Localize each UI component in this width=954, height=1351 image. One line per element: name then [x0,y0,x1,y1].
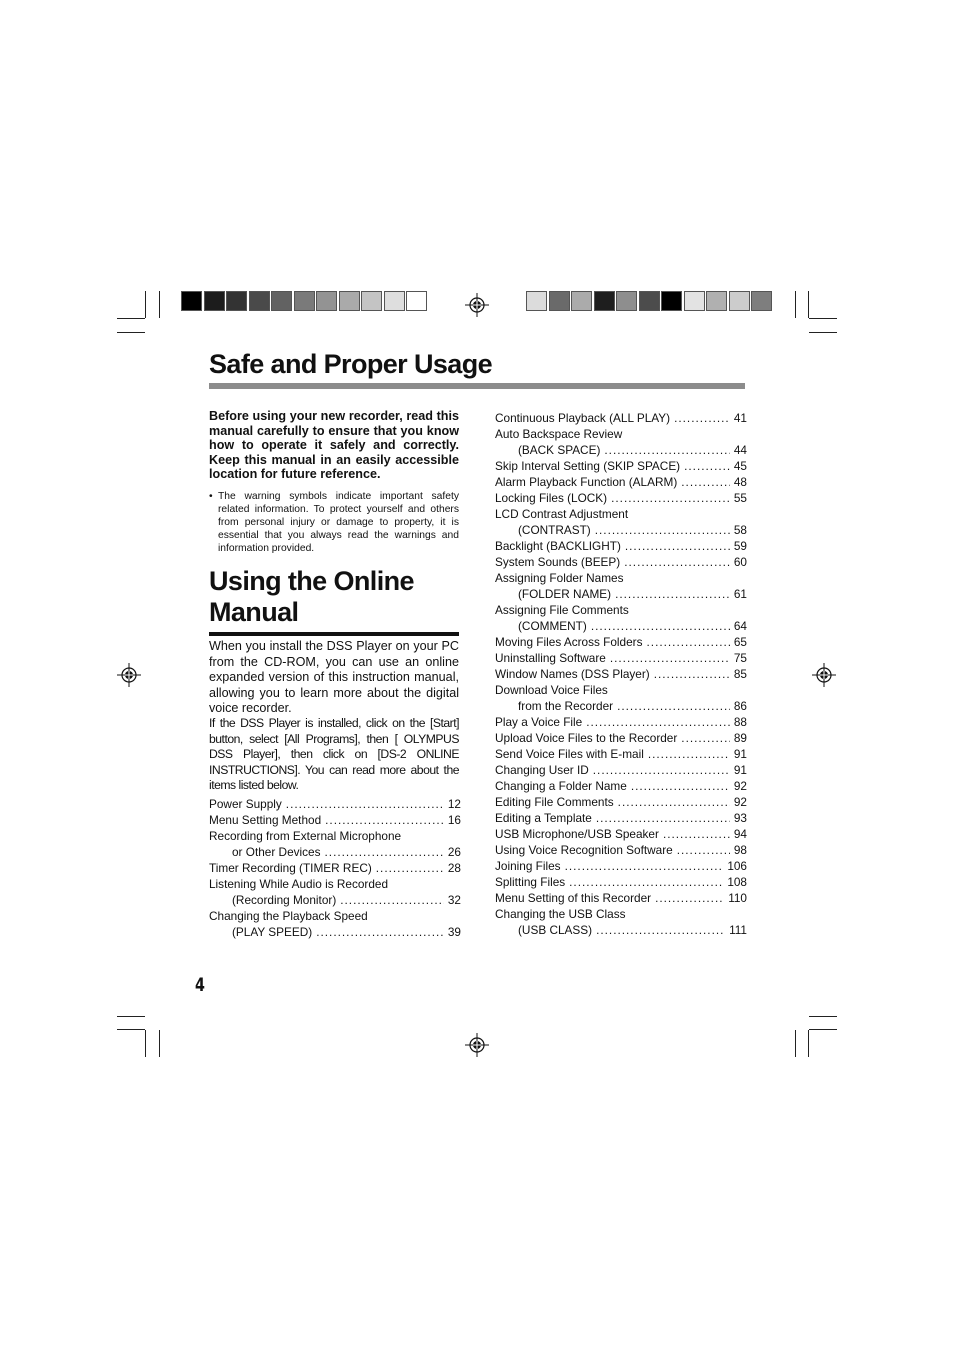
color-swatch [361,291,382,311]
toc-leader-dots [565,858,724,874]
toc-entry [495,554,747,570]
toc-entry-title: Timer Recording (TIMER REC) [209,861,372,875]
color-swatch [226,291,247,311]
toc-page-number: 93 [733,811,747,825]
toc-page-number: 85 [733,667,747,681]
toc-entry [495,458,747,474]
color-swatch [339,291,360,311]
color-swatch [384,291,405,311]
toc-entry [495,874,747,890]
toc-entry [495,474,747,490]
color-swatch [406,291,427,311]
toc-entry [495,634,747,650]
toc-leader-dots [316,924,444,940]
toc-page-number: 75 [733,651,747,665]
toc-page-number: 58 [733,523,747,537]
toc-entry-title: Editing a Template [495,811,592,825]
toc-entry [209,860,461,876]
toc-leader-dots [631,778,730,794]
color-swatch [249,291,270,311]
color-swatch [181,291,202,311]
registration-mark-icon [117,663,141,687]
toc-leader-dots [615,586,730,602]
toc-entry [495,794,747,810]
toc-entry-title: Send Voice Files with E-mail [495,747,644,761]
toc-entry-title: Skip Interval Setting (SKIP SPACE) [495,459,681,473]
toc-entry [495,586,747,602]
toc-leader-dots [596,922,725,938]
toc-entry-title: Play a Voice File [495,715,583,729]
registration-mark-icon [465,293,489,317]
color-swatch [706,291,727,311]
toc-leader-dots [325,812,444,828]
toc-entry-title: Moving Files Across Folders [495,635,643,649]
bullet-text: The warning symbols indicate important safety related information. To protect yourself and others from personal injury or damage to property, it is essential that you always read the warnings and information provided. [218,491,459,554]
toc-leader-dots [586,714,730,730]
page-title: Safe and Proper Usage [209,349,493,379]
toc-entry-title: LCD Contrast Adjustment [495,507,629,521]
toc-page-number: 44 [733,443,747,457]
toc-leader-dots [610,650,730,666]
toc-page-number: 106 [727,859,747,873]
toc-entry-title: Changing a Folder Name [495,779,627,793]
toc-leader-dots [596,810,730,826]
toc-leader-dots [325,844,444,860]
color-swatch [594,291,615,311]
toc-page-number: 16 [447,813,461,827]
toc-entry-title: Download Voice Files [495,683,608,697]
toc-entry-title: Assigning File Comments [495,603,629,617]
registration-mark-icon [812,663,836,687]
toc-leader-dots [647,634,730,650]
toc-page-number: 39 [447,925,461,939]
toc-entry [495,410,747,426]
toc-entry [495,906,747,922]
color-swatch [751,291,772,311]
color-swatch [316,291,337,311]
color-swatch [616,291,637,311]
toc-entry [495,442,747,458]
toc-page-number: 92 [733,795,747,809]
section-rule [209,632,459,636]
toc-entry-title: Power Supply [209,797,282,811]
toc-page-number: 26 [447,845,461,859]
toc-leader-dots [654,666,730,682]
toc-entry-title: (COMMENT) [518,619,587,633]
toc-page-number: 48 [733,475,747,489]
toc-entry [495,538,747,554]
toc-entry-title: (Recording Monitor) [232,893,337,907]
intro-text: Before using your new recorder, read this manual carefully to ensure that you know how to operate it safely and correctly. Keep this manual in an easily accessible location for future reference. [209,409,459,481]
toc-entry-title: Alarm Playback Function (ALARM) [495,475,678,489]
title-rule [209,383,745,389]
toc-entry-title: Uninstalling Software [495,651,606,665]
color-swatch [294,291,315,311]
toc-entry [209,876,461,892]
toc-entry [495,666,747,682]
toc-leader-dots [648,746,730,762]
color-swatch [549,291,570,311]
color-swatch [639,291,660,311]
toc-entry [209,908,461,924]
toc-page-number: 98 [733,843,747,857]
toc-entry-title: USB Microphone/USB Speaker [495,827,659,841]
toc-leader-dots [286,796,444,812]
toc-leader-dots [625,538,730,554]
toc-entry-title: Joining Files [495,859,561,873]
toc-entry [495,618,747,634]
toc-page-number: 41 [733,411,747,425]
toc-entry [495,826,747,842]
toc-page-number: 55 [733,491,747,505]
toc-right [495,410,747,938]
toc-left [209,796,461,940]
section-heading: Using the Online Manual [209,566,414,627]
toc-page-number: 108 [727,875,747,889]
toc-entry-title: Backlight (BACKLIGHT) [495,539,621,553]
toc-entry-title: (BACK SPACE) [518,443,601,457]
toc-entry [209,828,461,844]
toc-entry [495,890,747,906]
toc-entry-title: Menu Setting Method [209,813,322,827]
toc-page-number: 28 [447,861,461,875]
toc-leader-dots [595,522,730,538]
color-swatch [684,291,705,311]
toc-entry-title: Window Names (DSS Player) [495,667,650,681]
color-swatch [204,291,225,311]
toc-entry [495,858,747,874]
toc-entry-title: (PLAY SPEED) [232,925,313,939]
toc-page-number: 64 [733,619,747,633]
toc-leader-dots [593,762,730,778]
toc-page-number: 89 [733,731,747,745]
toc-entry-title: Upload Voice Files to the Recorder [495,731,678,745]
toc-entry-title: Changing the Playback Speed [209,909,368,923]
toc-entry-title: Continuous Playback (ALL PLAY) [495,411,671,425]
toc-entry [495,506,747,522]
toc-entry-title: System Sounds (BEEP) [495,555,621,569]
toc-entry-title: (FOLDER NAME) [518,587,612,601]
toc-entry-title: Using Voice Recognition Software [495,843,673,857]
toc-entry [495,650,747,666]
toc-entry [495,490,747,506]
toc-entry [495,842,747,858]
toc-entry [495,682,747,698]
toc-entry [495,746,747,762]
toc-entry [495,762,747,778]
toc-entry [209,924,461,940]
toc-page-number: 65 [733,635,747,649]
toc-entry-title: Menu Setting of this Recorder [495,891,652,905]
toc-page-number: 59 [733,539,747,553]
toc-entry [209,844,461,860]
toc-page-number: 88 [733,715,747,729]
toc-entry [495,602,747,618]
color-swatch [526,291,547,311]
color-swatch [661,291,682,311]
toc-entry-title: (CONTRAST) [518,523,591,537]
toc-page-number: 111 [729,923,747,937]
toc-entry-title: or Other Devices [232,845,321,859]
toc-page-number: 12 [447,797,461,811]
toc-entry [495,714,747,730]
toc-page-number: 94 [733,827,747,841]
toc-entry-title: Assigning Folder Names [495,571,624,585]
toc-leader-dots [618,794,730,810]
toc-entry [495,730,747,746]
toc-page-number: 86 [733,699,747,713]
toc-entry [495,810,747,826]
toc-leader-dots [376,860,444,876]
toc-page-number: 32 [447,893,461,907]
toc-entry-title: from the Recorder [518,699,614,713]
toc-entry [495,426,747,442]
toc-entry-title: Splitting Files [495,875,566,889]
toc-entry [495,698,747,714]
toc-page-number: 91 [733,747,747,761]
toc-leader-dots [674,410,730,426]
toc-entry [495,522,747,538]
toc-entry-title: Changing User ID [495,763,589,777]
toc-page-number: 91 [733,763,747,777]
toc-page-number: 92 [733,779,747,793]
toc-entry [495,570,747,586]
toc-leader-dots [655,890,724,906]
registration-mark-icon [465,1033,489,1057]
online-manual-paragraph-2: If the DSS Player is installed, click on the [Start] button, select [All Programs], then [ OLYMPUS DSS Player], then click on [DS-2 ONLINE INSTRUCTIONS]. You can read more about the items listed below. [209,716,459,792]
toc-entry [495,778,747,794]
color-swatch [271,291,292,311]
toc-page-number: 45 [733,459,747,473]
toc-leader-dots [681,474,730,490]
toc-page-number: 110 [728,891,747,905]
toc-entry-title: Changing the USB Class [495,907,626,921]
toc-entry-title: Locking Files (LOCK) [495,491,608,505]
toc-entry [209,892,461,908]
toc-entry [209,812,461,828]
toc-leader-dots [677,842,730,858]
toc-page-number: 61 [733,587,747,601]
toc-entry [209,796,461,812]
toc-entry-title: Recording from External Microphone [209,829,402,843]
toc-page-number: 60 [733,555,747,569]
toc-leader-dots [611,490,730,506]
toc-entry-title: Auto Backspace Review [495,427,623,441]
color-swatch [571,291,592,311]
bullet-dot-icon: • [209,491,213,502]
toc-leader-dots [624,554,730,570]
page-number: 4 [195,974,205,996]
toc-leader-dots [340,892,444,908]
toc-leader-dots [569,874,723,890]
toc-leader-dots [663,826,730,842]
toc-leader-dots [617,698,730,714]
toc-leader-dots [591,618,730,634]
warning-bullet [209,490,459,555]
toc-leader-dots [604,442,729,458]
color-swatch [729,291,750,311]
toc-entry [495,922,747,938]
toc-leader-dots [681,730,730,746]
toc-entry-title: Listening While Audio is Recorded [209,877,389,891]
toc-leader-dots [684,458,730,474]
online-manual-paragraph-1: When you install the DSS Player on your PC from the CD-ROM, you can use an online expanded version of this instruction manual, allowing you to learn more about the digital voice recorder. [209,639,459,715]
toc-entry-title: (USB CLASS) [518,923,593,937]
toc-entry-title: Editing File Comments [495,795,614,809]
